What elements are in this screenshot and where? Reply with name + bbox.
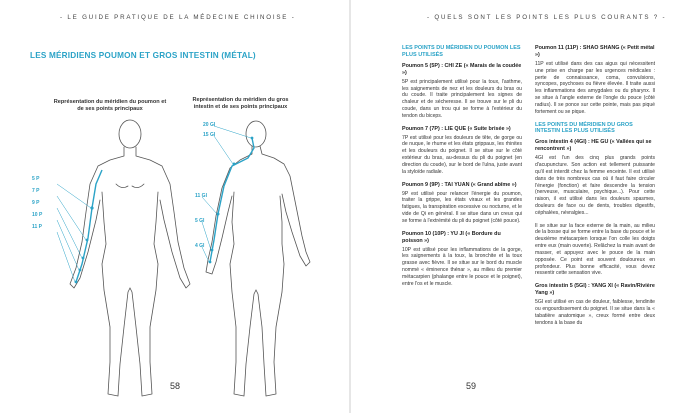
li-point-label: 5 GI <box>195 218 205 224</box>
li-point-label: 20 GI <box>203 122 216 128</box>
caption-lung-meridian: Représentation du méridien du poumon et de ses points principaux <box>53 99 167 112</box>
li-point-label: 11 GI <box>195 193 207 199</box>
running-head-left: - LE GUIDE PRATIQUE DE LA MÉDECINE CHINOISE - <box>60 14 296 21</box>
entry-text: Il se situe sur la face externe de la main, au milieu de la bosse qui se forme entre la base du pouce et le deuxième métacarpien lorsque l'on colle les doigts entre eux (main ouverte). Relâchez la main avant de masser, et appuyez avec le pouce de la main opposée. Ce point est souvent douloureux en profondeur. Plus bonne efficacité, vous devez ressentir cette sensation vive. <box>535 222 655 277</box>
lung-point-label: 9 P <box>32 200 40 206</box>
entry-title: Poumon 10 (10P) : YU JI (« Bordure du poisson ») <box>402 230 501 244</box>
lung-point-label: 7 P <box>32 188 40 194</box>
entry-title: Poumon 11 (11P) : SHAO SHANG (« Petit métal ») <box>535 45 655 59</box>
entry-text: 4GI est l'un des cinq plus grands points d'acupuncture. Son action est tellement puissante qu'il est interdit chez la femme enceinte. Il est utilisé dans de très nombreux cas où il faut faire circuler l'énergie (fonction) et faire descendre la tension (nerveuse, musculaire, psychique...). Pour cette raison, il est utilisé dans les douleurs spasmes, douleurs de face ou de dents, troubles digestifs, céphalées, névralgies... <box>535 155 655 216</box>
li-points-heading: LES POINTS DU MÉRIDIEN DU GROS INTESTIN LES PLUS UTILISÉS <box>535 121 633 135</box>
left-page <box>0 0 349 413</box>
page-number-right: 59 <box>466 381 477 391</box>
caption-li-meridian: Représentation du méridien du gros intestin et de ses points principaux <box>192 97 289 110</box>
text-column-1 <box>402 45 522 294</box>
entry-title: Poumon 9 (9P) : TAI YUAN (« Grand abîme ») <box>402 181 517 188</box>
entry-text: 9P est utilisé pour relancer l'énergie du poumon, traiter la grippe, les états viraux et les grandes fatigues, la transpiration excessive ou nocturne, et le vide de Qi en général. Il se situe dans un creux qui se forme à l'extrémité du pli du poignet (côté pouce). <box>402 190 522 224</box>
right-page <box>351 0 700 413</box>
entry-title: Gros intestin 4 (4GI) : HE GU (« Vallées qui se rencontrent ») <box>535 139 652 153</box>
entry-text: 10P est utilisé pour les inflammations de la gorge, les saignements à la toux, la bronchite et la toux grasse avec fièvre. Il se situe sur le bord du muscle nommé « éminence thénar », au milieu du premier métacarpien (phalange entre le pouce et le poignet), entre l'os et le muscle. <box>402 246 522 287</box>
li-point-label: 4 GI <box>195 243 205 249</box>
text-column-2 <box>535 45 655 332</box>
lung-point-label: 11 P <box>32 224 43 230</box>
entry-text: 5GI est utilisé en cas de douleur, faiblesse, tendinite ou engourdissement du poignet. Il se situe dans la « tabatière anatomique », creux formé entre deux tendons à la base du <box>535 299 655 326</box>
lung-point-label: 10 P <box>32 212 43 218</box>
page-number-left: 58 <box>170 381 181 391</box>
entry-text: 11P est utilisé dans des cas aigus qui nécessitent une prise en charge par les urgences médicales : perte de connaissance, coma, convulsions, syncopes, psychoses ou fièvre élevée. Il traite aussi les inflammations des amygdales ou du pharynx. Il se situe à l'angle externe de l'ongle du pouce (côté radius). Il se ponce sur cette pointe, mais pas piqué fortement ou se pique. <box>535 61 655 115</box>
lung-point-label: 5 P <box>32 176 40 182</box>
entry-title: Poumon 5 (5P) : CHI ZE (« Marais de la coudée ») <box>402 62 522 76</box>
running-head-right: - QUELS SONT LES POINTS LES PLUS COURANTS ? - <box>427 14 667 21</box>
large-intestine-meridian-figure <box>192 112 342 412</box>
entry-text: 7P est utilisé pour les douleurs de tête, de gorge ou de nuque, le rhume et les états grippaux, les rhinites et les douleurs du poignet. Il se situe sur le côté extérieur du bras, au-dessus du pli du poignet (en direction du coude), sur le bord de l'ulna, juste avant la styloïde radiale. <box>402 134 522 175</box>
entry-title: Poumon 7 (7P) : LIE QUE (« Suite brisée ») <box>402 125 511 132</box>
entry-text: 5P est principalement utilisé pour la toux, l'asthme, les saignements de nez et les douleurs du bras ou du coude. Il traite principalement les signes de chaleur et de sécheresse. Il se trouve sur le pli du coude, dans un trou qui se forme à l'extérieur du tendon du biceps. <box>402 78 522 119</box>
li-point-label: 15 GI <box>203 132 216 138</box>
lung-points-heading: LES POINTS DU MÉRIDIEN DU POUMON LES PLUS UTILISÉS <box>402 45 521 58</box>
section-title: LES MÉRIDIENS POUMON ET GROS INTESTIN (MÉTAL) <box>30 51 256 60</box>
entry-title: Gros intestin 5 (5GI) : YANG XI (« Ravin/Rivière Yang ») <box>535 283 655 297</box>
